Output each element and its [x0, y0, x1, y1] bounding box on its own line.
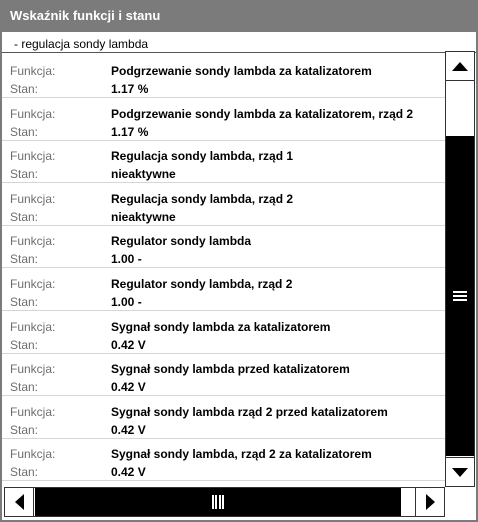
function-label: Funkcja: [10, 64, 56, 78]
function-label: Funkcja: [10, 362, 56, 377]
grip-icon [453, 291, 467, 301]
function-label: Funkcja: [10, 277, 56, 291]
scroll-up-button[interactable] [446, 52, 474, 81]
state-value: 0.42 V [111, 422, 146, 437]
function-label: Funkcja: [10, 149, 56, 164]
list-item[interactable] [0, 354, 446, 396]
state-label: Stan: [10, 295, 39, 309]
function-label: Funkcja: [10, 234, 56, 249]
function-label: Funkcja: [10, 106, 56, 121]
state-value: nieaktywne [111, 209, 176, 224]
list-item[interactable] [0, 56, 446, 98]
list-item[interactable] [0, 99, 446, 141]
status-list[interactable] [0, 56, 446, 486]
list-item[interactable] [0, 397, 446, 439]
function-label: Funkcja: [10, 319, 56, 334]
grip-icon [212, 495, 224, 509]
state-label: Stan: [10, 422, 39, 437]
state-label: Stan: [10, 82, 39, 96]
state-label: Stan: [10, 465, 39, 480]
state-value: 1.00 - [111, 295, 142, 309]
function-value: Sygnał sondy lambda za katalizatorem [111, 319, 331, 334]
scrollbar-corner [445, 487, 475, 517]
triangle-down-icon [452, 468, 468, 477]
scroll-down-button[interactable] [446, 457, 474, 486]
scroll-right-button[interactable] [415, 488, 444, 516]
group-divider [2, 52, 476, 53]
list-item[interactable] [0, 439, 446, 481]
list-item[interactable] [0, 141, 446, 183]
function-value: Regulator sondy lambda [111, 234, 252, 249]
function-value: Regulacja sondy lambda, rząd 1 [111, 149, 294, 164]
triangle-left-icon [15, 494, 24, 510]
list-item[interactable] [0, 312, 446, 354]
state-label: Stan: [10, 337, 39, 352]
function-label: Funkcja: [10, 191, 56, 206]
vertical-scroll-thumb[interactable] [446, 136, 474, 456]
list-item[interactable] [0, 226, 446, 268]
scroll-left-button[interactable] [5, 488, 34, 516]
function-value: Sygnał sondy lambda rząd 2 przed katalizatorem [111, 404, 388, 419]
window-title: Wskaźnik funkcji i stanu [0, 0, 478, 32]
state-value: nieaktywne [111, 167, 176, 182]
horizontal-scroll-thumb[interactable] [35, 488, 401, 516]
function-value: Podgrzewanie sondy lambda za katalizatorem [111, 64, 372, 78]
function-value: Regulator sondy lambda, rząd 2 [111, 277, 293, 291]
vertical-scrollbar[interactable] [445, 51, 475, 487]
state-value: 0.42 V [111, 380, 146, 395]
state-label: Stan: [10, 380, 39, 395]
triangle-right-icon [426, 494, 435, 510]
state-value: 0.42 V [111, 337, 146, 352]
function-label: Funkcja: [10, 404, 56, 419]
function-label: Funkcja: [10, 447, 56, 462]
state-label: Stan: [10, 167, 39, 182]
row-divider [2, 480, 446, 481]
state-value: 1.17 % [111, 124, 149, 139]
list-item[interactable] [0, 269, 446, 311]
horizontal-scrollbar[interactable] [4, 487, 445, 517]
function-value: Podgrzewanie sondy lambda za katalizatorem, rząd 2 [111, 106, 414, 121]
function-value: Sygnał sondy lambda przed katalizatorem [111, 362, 350, 377]
state-label: Stan: [10, 209, 39, 224]
state-value: 0.42 V [111, 465, 146, 480]
function-value: Sygnał sondy lambda, rząd 2 za katalizatorem [111, 447, 372, 462]
state-value: 1.17 % [111, 82, 149, 96]
state-value: 1.00 - [111, 252, 142, 267]
group-label: - regulacja sondy lambda [14, 37, 149, 51]
list-item[interactable] [0, 184, 446, 226]
state-label: Stan: [10, 252, 39, 267]
triangle-up-icon [452, 62, 468, 71]
state-label: Stan: [10, 124, 39, 139]
function-value: Regulacja sondy lambda, rząd 2 [111, 191, 294, 206]
